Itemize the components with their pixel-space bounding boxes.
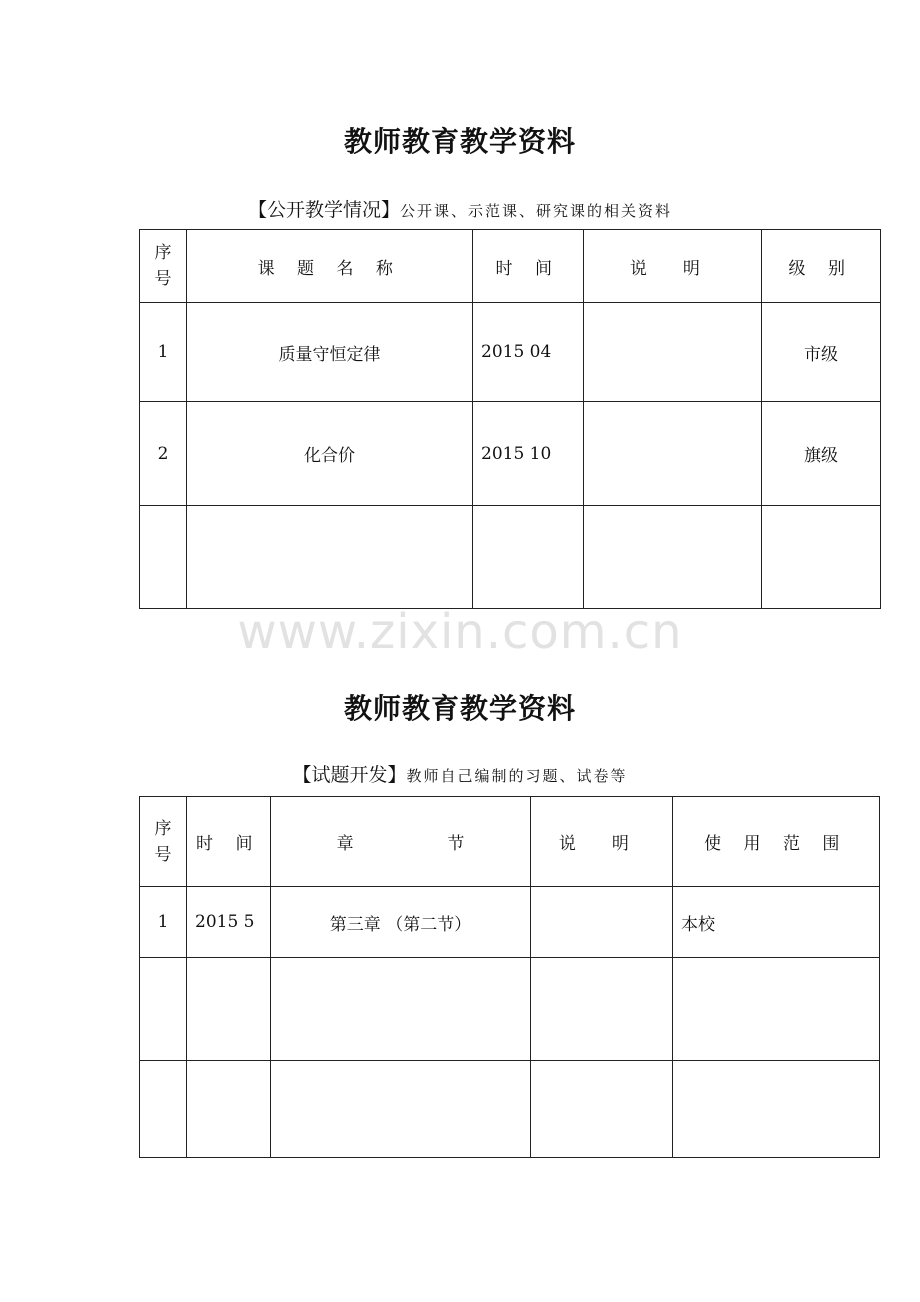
section2-title: 教师教育教学资料 [343,692,576,725]
table-row [140,303,881,402]
header-seq: 序 号 [140,230,187,303]
cell-chapter: 第三章 （第二节） [271,887,531,958]
section1-description: 公开课、示范课、研究课的相关资料 [400,202,673,220]
header-chapter: 章 节 [271,797,531,887]
watermark: www.zixin.com.cn [237,604,683,660]
cell-note [531,887,673,958]
cell-time [187,958,271,1061]
table-header-row [140,797,880,887]
section2-description: 教师自己编制的习题、试卷等 [406,767,628,785]
cell-time: 2015 5 [187,887,271,958]
cell-level: 市级 [762,303,881,402]
table-row [140,887,880,958]
cell-time [473,506,584,609]
cell-chapter [271,1061,531,1158]
cell-note [584,303,762,402]
cell-note [584,506,762,609]
cell-topic [187,506,473,609]
table-row [140,402,881,506]
cell-level: 旗级 [762,402,881,506]
section2-bracket-label: 【试题开发】 [292,764,407,786]
table-row [140,506,881,609]
section1-title: 教师教育教学资料 [343,125,576,158]
section2-subtitle [0,760,920,787]
table-row [140,958,880,1061]
cell-seq [140,958,187,1061]
header-seq: 序 号 [140,797,187,887]
cell-seq [140,506,187,609]
section1-subtitle [0,195,920,222]
header-note: 说 明 [531,797,673,887]
cell-time: 2015 04 [473,303,584,402]
section1-bracket-label: 【公开教学情况】 [247,199,400,221]
table-header-row [140,230,881,303]
cell-chapter [271,958,531,1061]
test-development-table [139,796,880,1158]
header-time: 时 间 [187,797,271,887]
cell-seq [140,1061,187,1158]
cell-seq: 1 [140,303,187,402]
header-note: 说 明 [584,230,762,303]
header-level: 级 别 [762,230,881,303]
cell-topic: 化合价 [187,402,473,506]
cell-note [531,958,673,1061]
header-topic: 课 题 名 称 [187,230,473,303]
public-teaching-table [139,229,881,609]
cell-scope [673,1061,880,1158]
table-row [140,1061,880,1158]
cell-seq: 1 [140,887,187,958]
cell-seq: 2 [140,402,187,506]
cell-time [187,1061,271,1158]
cell-scope [673,958,880,1061]
header-scope: 使 用 范 围 [673,797,880,887]
cell-level [762,506,881,609]
cell-topic: 质量守恒定律 [187,303,473,402]
cell-note [584,402,762,506]
header-time: 时 间 [473,230,584,303]
cell-scope: 本校 [673,887,880,958]
cell-time: 2015 10 [473,402,584,506]
cell-note [531,1061,673,1158]
